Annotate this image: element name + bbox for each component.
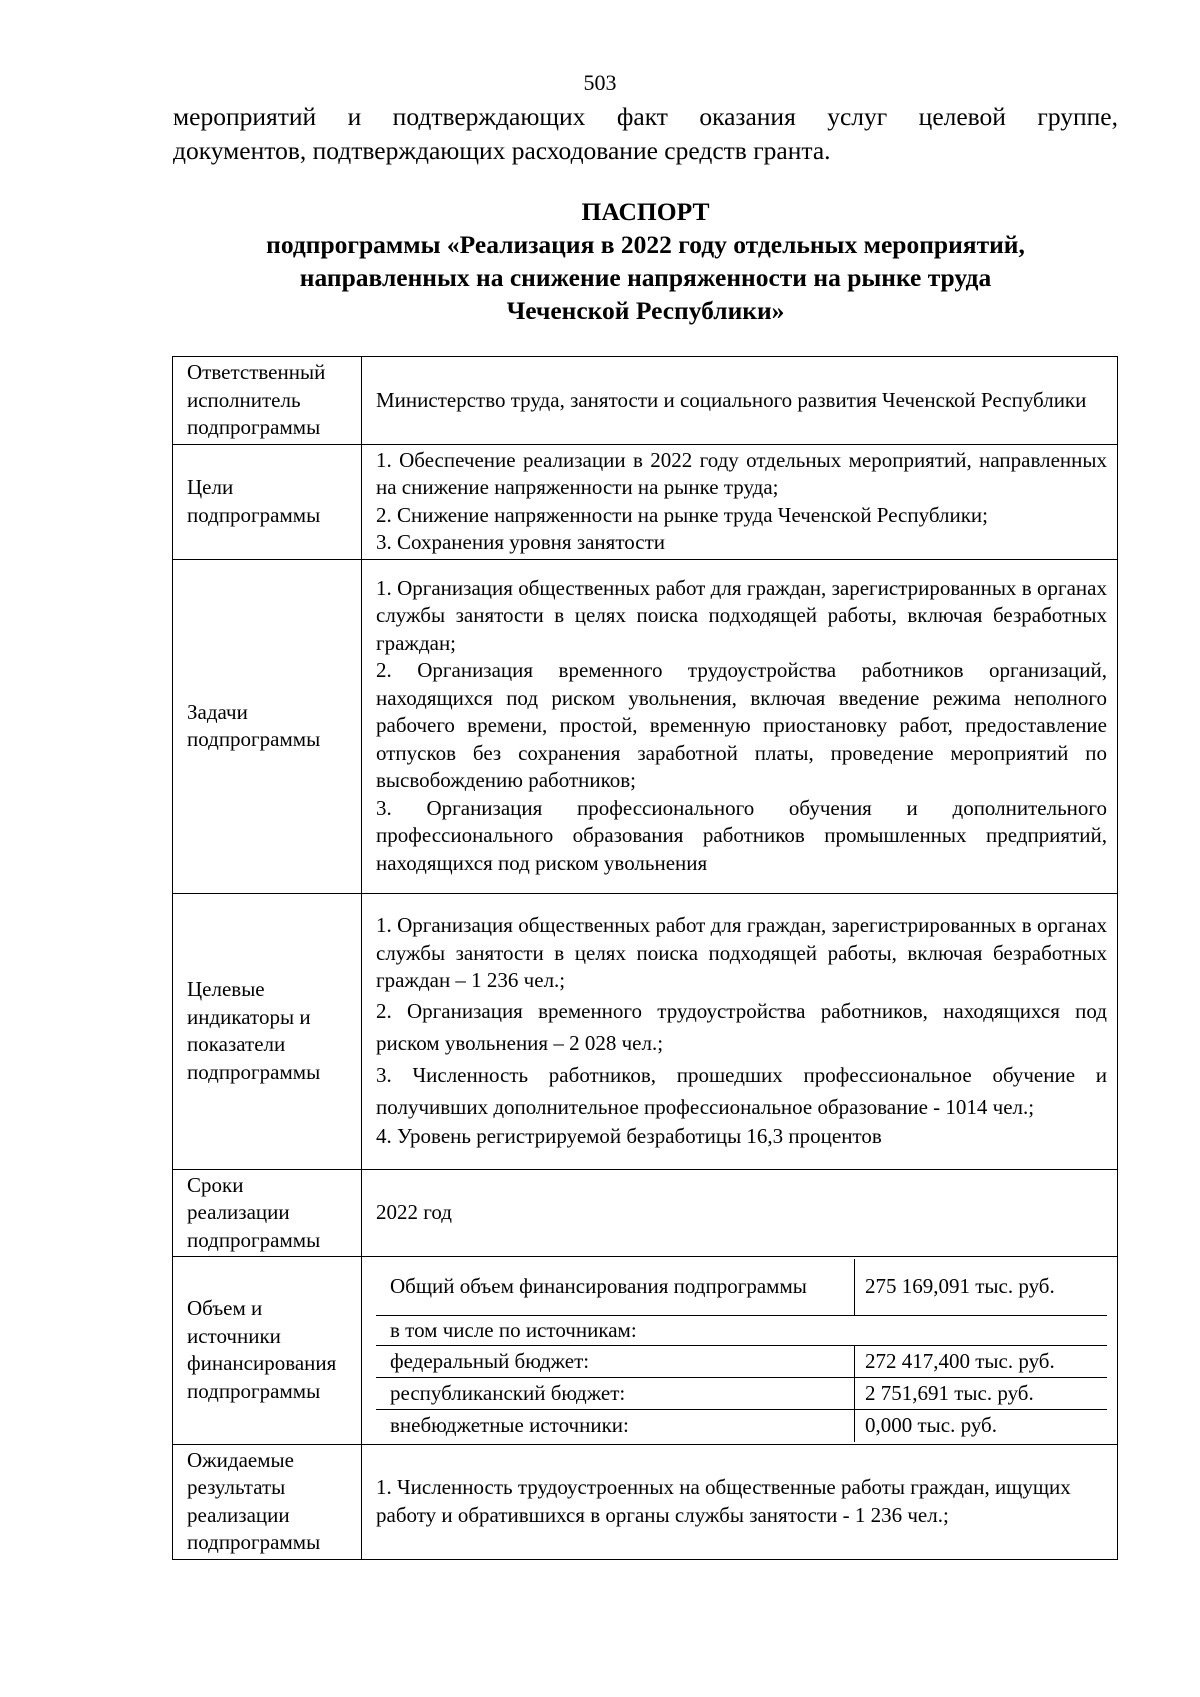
task-item: 1. Организация общественных работ для граждан, зарегистрированных в органах службы занятости в целях поиска подходящей работы, включая безработных граждан; — [376, 575, 1107, 655]
label-line: подпрограммы — [187, 1059, 321, 1084]
row-indicators — [173, 893, 1118, 1169]
label-line: подпрограммы — [187, 415, 321, 439]
label-line: показатели — [187, 1032, 286, 1056]
financing-value — [362, 1257, 1118, 1445]
label-line: подпрограммы — [187, 1530, 321, 1554]
indicators-value — [362, 893, 1118, 1169]
label-executor — [173, 357, 362, 445]
indicator-item: 4. Уровень регистрируемой безработицы 16,3 процентов — [376, 1123, 882, 1148]
label-line: Ожидаемые — [187, 1447, 294, 1472]
label-line: реализации — [187, 1200, 290, 1224]
label-line: Сроки — [187, 1172, 244, 1197]
passport-table — [172, 356, 1118, 1560]
document-title — [173, 195, 1118, 327]
fin-row-extra — [376, 1410, 1107, 1442]
page-number: 503 — [583, 70, 617, 95]
label-line: подпрограммы — [187, 727, 321, 751]
title-line-3: Чеченской Республики» — [506, 296, 785, 325]
fin-republic-label: республиканский бюджет: — [376, 1378, 855, 1410]
fin-extra-value: 0,000 тыс. руб. — [855, 1410, 1108, 1442]
results-value: 1. Численность трудоустроенных на общественные работы граждан, ищущих работу и обратившихся в органы службы занятости - 1 236 чел.; — [362, 1444, 1118, 1559]
indicator-item: 1. Организация общественных работ для граждан, зарегистрированных в органах службы занятости в целях поиска подходящей работы, включая безработных граждан – 1 236 чел.; — [376, 913, 1107, 992]
goal-item: 3. Сохранения уровня занятости — [376, 530, 665, 554]
fin-federal-value: 272 417,400 тыс. руб. — [855, 1346, 1108, 1378]
label-line: Ответственный — [187, 360, 326, 384]
row-terms — [173, 1169, 1118, 1257]
intro-line-2: документов, подтверждающих расходование средств гранта. — [173, 136, 831, 165]
goals-value — [362, 444, 1118, 559]
label-financing — [173, 1257, 362, 1445]
executor-value: Министерство труда, занятости и социального развития Чеченской Республики — [362, 357, 1118, 445]
terms-value: 2022 год — [362, 1169, 1118, 1257]
label-line: результаты — [187, 1475, 286, 1499]
title-line-1: подпрограммы «Реализация в 2022 году отдельных мероприятий, — [266, 230, 1025, 259]
label-terms — [173, 1169, 362, 1257]
label-indicators — [173, 893, 362, 1169]
label-line: подпрограммы — [187, 1227, 321, 1252]
label-line: Целевые — [187, 977, 265, 1001]
label-line: финансирования — [187, 1351, 337, 1376]
row-financing — [173, 1257, 1118, 1445]
fin-republic-value: 2 751,691 тыс. руб. — [855, 1378, 1108, 1410]
label-tasks — [173, 559, 362, 893]
label-line: индикаторы и — [187, 1004, 311, 1029]
label-line: исполнитель — [187, 387, 301, 412]
fin-row-federal — [376, 1346, 1107, 1378]
goal-item: 2. Снижение напряженности на рынке труда Чеченской Республики; — [376, 502, 988, 527]
label-goals — [173, 444, 362, 559]
task-item: 2. Организация временного трудоустройства работников организаций, находящихся под риском увольнения, включая введение режима неполного рабочего времени, простой, временную приостановку работ, предоставление отпусков без сохранения заработной платы, проведение мероприятий по высвобождению работников; — [376, 658, 1107, 793]
title-heading: ПАСПОРТ — [581, 197, 710, 226]
fin-total-label: Общий объем финансирования подпрограммы — [376, 1259, 855, 1315]
fin-total-value: 275 169,091 тыс. руб. — [855, 1259, 1108, 1315]
label-line: Объем и — [187, 1296, 263, 1321]
row-executor — [173, 357, 1118, 445]
indicator-item: 3. Численность работников, прошедших профессиональное обучение и получивших дополнительное профессиональное образование - 1014 чел.; — [376, 1062, 1107, 1119]
label-line: подпрограммы — [187, 1378, 321, 1403]
intro-paragraph — [173, 100, 1118, 168]
fin-row-republic — [376, 1378, 1107, 1410]
label-line: Цели — [187, 475, 234, 499]
tasks-value — [362, 559, 1118, 893]
intro-line-1: мероприятий и подтверждающих факт оказания услуг целевой группе, — [173, 102, 1118, 131]
fin-row-sources — [376, 1315, 1107, 1346]
label-line: реализации — [187, 1502, 290, 1527]
row-goals — [173, 444, 1118, 559]
fin-row-total — [376, 1259, 1107, 1315]
row-tasks — [173, 559, 1118, 893]
financing-table — [376, 1259, 1107, 1442]
task-item: 3. Организация профессионального обучения и дополнительного профессионального образования работников промышленных предприятий, находящихся под риском увольнения — [376, 795, 1107, 875]
label-line: Задачи — [187, 699, 248, 724]
indicator-item: 2. Организация временного трудоустройства работников, находящихся под риском увольнения – 2 028 чел.; — [376, 998, 1107, 1055]
fin-sources-label: в том числе по источникам: — [376, 1315, 1107, 1346]
row-results — [173, 1444, 1118, 1559]
title-line-2: направленных на снижение напряженности на рынке труда — [299, 263, 992, 292]
fin-federal-label: федеральный бюджет: — [376, 1346, 855, 1378]
label-line: источники — [187, 1323, 281, 1348]
goal-item: 1. Обеспечение реализации в 2022 году отдельных мероприятий, направленных на снижение напряженности на рынке труда; — [376, 447, 1107, 499]
fin-extra-label: внебюджетные источники: — [376, 1410, 855, 1442]
label-line: подпрограммы — [187, 502, 321, 527]
label-results — [173, 1444, 362, 1559]
